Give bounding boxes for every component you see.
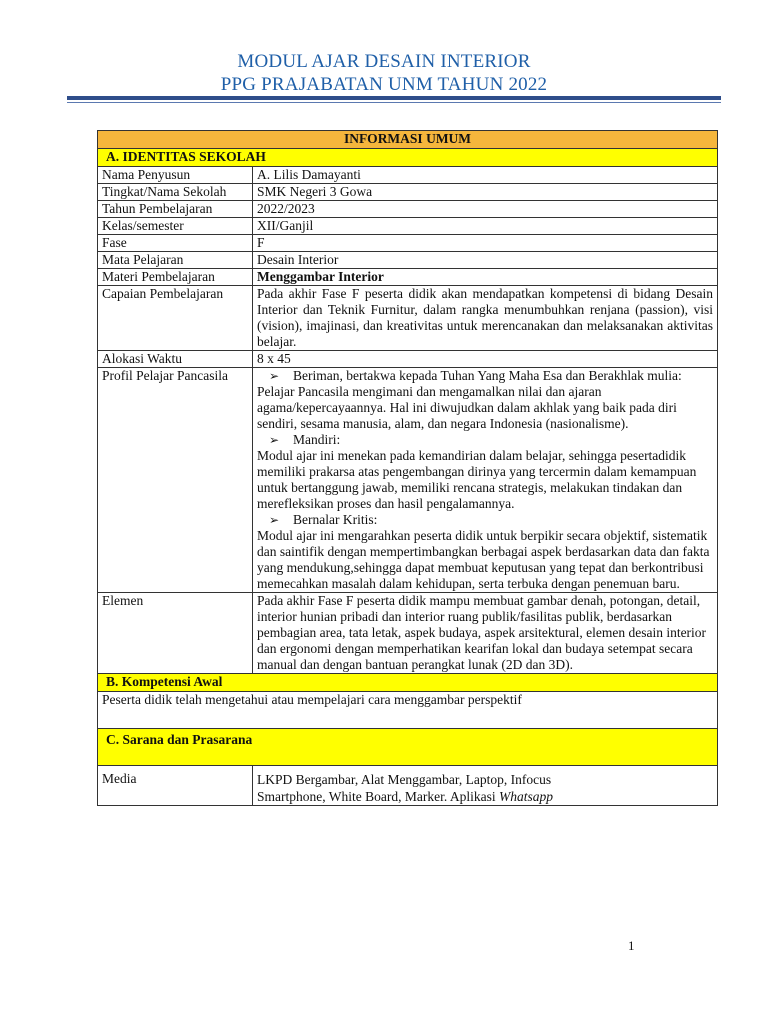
document-header bbox=[0, 50, 768, 96]
profil-bullet bbox=[257, 432, 713, 448]
row-label: Kelas/semester bbox=[98, 218, 253, 235]
row-value: Desain Interior bbox=[253, 252, 718, 269]
table-title: INFORMASI UMUM bbox=[98, 131, 718, 149]
bullet-text: Mandiri: bbox=[293, 432, 341, 447]
profil-bullet bbox=[257, 368, 713, 384]
table-row bbox=[98, 351, 718, 368]
table-row bbox=[98, 286, 718, 351]
header-rule-thick bbox=[67, 96, 721, 100]
profil-paragraph: Modul ajar ini mengarahkan peserta didik untuk berpikir secara objektif, sistematik dan saintifik dengan mempertimbangkan berbagai aspek berdasarkan data dan fakta yang mendukung,sehingga dapat membuat keputusan yang tepat dan berkontribusi memecahkan masalah dalam kehidupan, serta terbuka dengan penemuan baru. bbox=[257, 528, 710, 591]
media-line-2-text: Smartphone, White Board, Marker. Aplikasi bbox=[257, 789, 499, 804]
row-label: Fase bbox=[98, 235, 253, 252]
header-title-line-2: PPG PRAJABATAN UNM TAHUN 2022 bbox=[220, 74, 548, 95]
row-label: Mata Pelajaran bbox=[98, 252, 253, 269]
row-label: Elemen bbox=[98, 593, 253, 674]
media-app-name: Whatsapp bbox=[498, 789, 553, 804]
section-a-row bbox=[98, 149, 718, 167]
row-label: Media bbox=[98, 766, 253, 806]
row-value: F bbox=[253, 235, 718, 252]
table-row bbox=[98, 167, 718, 184]
section-c-row bbox=[98, 729, 718, 766]
section-b-heading: B. Kompetensi Awal bbox=[98, 674, 718, 692]
media-cell bbox=[253, 766, 718, 806]
row-value: XII/Ganjil bbox=[253, 218, 718, 235]
table-row bbox=[98, 593, 718, 674]
elemen-text: Pada akhir Fase F peserta didik mampu membuat gambar denah, potongan, detail, interior hunian pribadi dan interior ruang publik/fasilitas publik, berdasarkan pembagian area, tata letak, aspek budaya, aspek arsitektural, elemen desain interior dan ergonomi dengan memperhatikan kearifan lokal dan budaya setempat secara manual dan dengan bantuan perangkat lunak (2D dan 3D). bbox=[253, 593, 718, 674]
table-title-row bbox=[98, 131, 718, 149]
page-number: 1 bbox=[628, 938, 635, 953]
media-line-1: LKPD Bergambar, Alat Menggambar, Laptop, Infocus bbox=[257, 772, 552, 787]
row-label: Materi Pembelajaran bbox=[98, 269, 253, 286]
row-value: SMK Negeri 3 Gowa bbox=[253, 184, 718, 201]
table-row bbox=[98, 218, 718, 235]
arrow-bullet-icon: ➢ bbox=[269, 369, 280, 383]
bullet-text: Bernalar Kritis: bbox=[293, 512, 378, 527]
row-value: 8 x 45 bbox=[253, 351, 718, 368]
informasi-umum-table bbox=[97, 130, 718, 806]
table-row bbox=[98, 766, 718, 806]
profil-paragraph: Modul ajar ini menekan pada kemandirian dalam belajar, sehingga pesertadidik memiliki prakarsa atas pengembangan dirinya yang tercermin dalam kemampuan untuk bertanggung jawab, memiliki rencana strategis, melakukan tindakan dan merefleksikan proses dan hasil pengalamannya. bbox=[257, 448, 697, 511]
row-value: A. Lilis Damayanti bbox=[253, 167, 718, 184]
section-c-heading: C. Sarana dan Prasarana bbox=[98, 729, 718, 766]
row-label: Capaian Pembelajaran bbox=[98, 286, 253, 351]
table-row bbox=[98, 368, 718, 593]
row-label: Profil Pelajar Pancasila bbox=[98, 368, 253, 593]
row-label: Alokasi Waktu bbox=[98, 351, 253, 368]
profil-bullet bbox=[257, 512, 713, 528]
table-row bbox=[98, 201, 718, 218]
kompetensi-text: Peserta didik telah mengetahui atau mempelajari cara menggambar perspektif bbox=[98, 692, 718, 729]
row-label: Tingkat/Nama Sekolah bbox=[98, 184, 253, 201]
section-b-row bbox=[98, 674, 718, 692]
table-row bbox=[98, 252, 718, 269]
row-value: Menggambar Interior bbox=[253, 269, 718, 286]
bullet-text: Beriman, bertakwa kepada Tuhan Yang Maha Esa dan Berakhlak mulia: bbox=[293, 368, 682, 383]
row-label: Tahun Pembelajaran bbox=[98, 201, 253, 218]
section-a-heading: A. IDENTITAS SEKOLAH bbox=[98, 149, 718, 167]
table-row bbox=[98, 184, 718, 201]
profil-cell bbox=[253, 368, 718, 593]
row-label: Nama Penyusun bbox=[98, 167, 253, 184]
arrow-bullet-icon: ➢ bbox=[269, 513, 280, 527]
capaian-text: Pada akhir Fase F peserta didik akan mendapatkan kompetensi di bidang Desain Interior dan Teknik Furnitur, dalam rangka menumbuhkan renjana (passion), visi (vision), imajinasi, dan kreativitas untuk merencanakan dan melaksanakan aktivitas belajar. bbox=[253, 286, 718, 351]
header-rule-thin bbox=[67, 102, 721, 103]
arrow-bullet-icon: ➢ bbox=[269, 433, 280, 447]
row-value: 2022/2023 bbox=[253, 201, 718, 218]
media-line-2 bbox=[257, 788, 713, 805]
table-row bbox=[98, 269, 718, 286]
profil-paragraph: Pelajar Pancasila mengimani dan mengamalkan nilai dan ajaran agama/kepercayaannya. Hal ini diwujudkan dalam akhlak yang baik pada diri sendiri, sesama manusia, alam, dan negara Indonesia (nasionalisme). bbox=[257, 384, 677, 431]
header-title-line-1: MODUL AJAR DESAIN INTERIOR bbox=[237, 51, 531, 72]
table-row bbox=[98, 235, 718, 252]
kompetensi-row bbox=[98, 692, 718, 729]
